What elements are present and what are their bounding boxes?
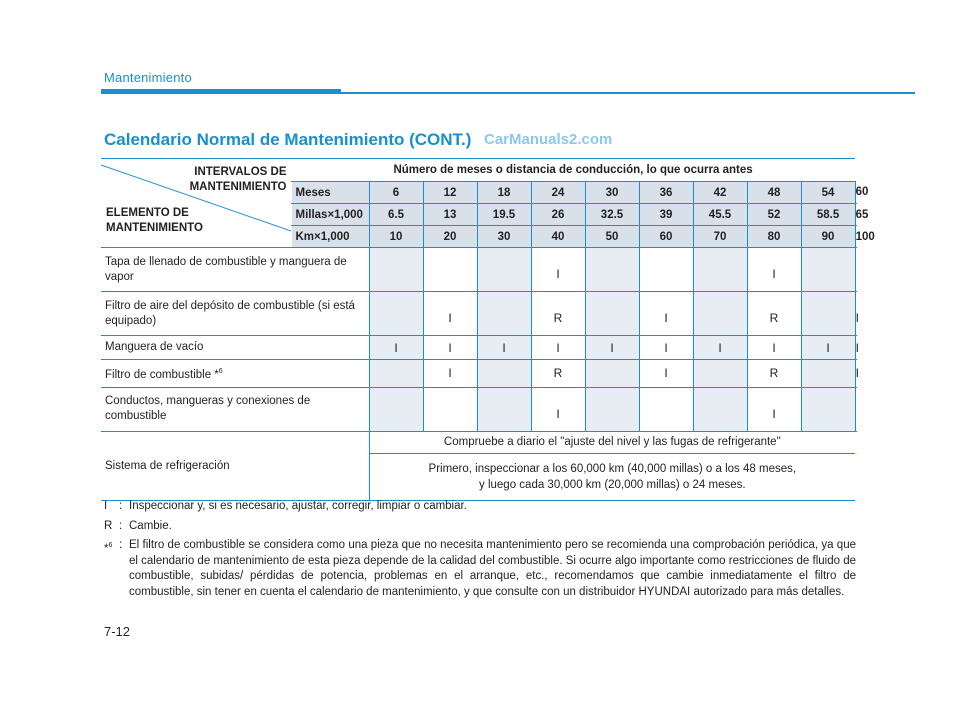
schedule-cell: [585, 387, 639, 431]
schedule-cell: [801, 292, 859, 336]
watermark: CarManuals2.com: [484, 131, 613, 148]
header-row: [101, 159, 856, 182]
schedule-cell: R: [531, 360, 585, 388]
interval-value: 36: [639, 182, 693, 204]
corner-intervals-label: INTERVALOS DE MANTENIMIENTO: [189, 166, 287, 193]
schedule-cell: [693, 387, 747, 431]
item-label-text: Manguera de vacío: [105, 341, 204, 353]
interval-label: Millas×1,000: [291, 204, 369, 226]
schedule-cell: I: [531, 248, 585, 292]
schedule-cell: I: [855, 340, 859, 355]
schedule-cell: [639, 387, 693, 431]
item-label-text: Filtro de combustible *: [105, 368, 219, 381]
item-label: [101, 336, 369, 360]
item-label-text: Tapa de llenado de combustible y manguera de vapor: [105, 255, 347, 283]
schedule-cell: [477, 360, 531, 388]
note-text: Inspeccionar y, si es necesario, ajustar, corregir, limpiar o cambiar.: [129, 500, 467, 512]
note-key: [104, 519, 119, 535]
interval-value: 39: [639, 204, 693, 226]
interval-value: 12: [423, 182, 477, 204]
note-key-text: R: [104, 519, 113, 532]
item-row: [101, 387, 856, 431]
schedule-cell: [423, 248, 477, 292]
schedule-cell: [369, 292, 423, 336]
note-key: [104, 538, 119, 600]
schedule-cell: R: [747, 292, 801, 336]
interval-value: 13: [423, 204, 477, 226]
item-row: [101, 336, 856, 360]
maintenance-schedule-table: [101, 158, 875, 501]
note-separator: :: [119, 539, 123, 551]
cooling-row: [101, 431, 856, 453]
schedule-cell: [693, 248, 747, 292]
interval-value: 32.5: [585, 204, 639, 226]
item-label: [101, 387, 369, 431]
note-key-sup: 6: [108, 542, 113, 549]
note-row: [104, 499, 856, 515]
page-title: Calendario Normal de Mantenimiento (CONT.): [104, 130, 472, 149]
cooling-daily-check: Compruebe a diario el "ajuste del nivel y las fugas de refrigerante": [369, 431, 855, 453]
notes: [104, 499, 856, 604]
item-row: [101, 292, 856, 336]
schedule-cell: [423, 387, 477, 431]
note-separator: :: [119, 500, 123, 512]
interval-label: Km×1,000: [291, 226, 369, 248]
schedule-cell: I: [477, 336, 531, 360]
schedule-cell: [801, 248, 855, 292]
schedule-cell: I: [747, 336, 801, 360]
interval-value: 20: [423, 226, 477, 248]
schedule-cell: [855, 248, 856, 292]
schedule-cell: I: [423, 292, 477, 336]
note-key: [104, 499, 119, 515]
schedule-cell: I: [585, 336, 639, 360]
schedule-cell: I: [855, 311, 859, 325]
note-row: [104, 519, 856, 535]
interval-value: 19.5: [477, 204, 531, 226]
schedule-cell: [639, 248, 693, 292]
interval-value: 18: [477, 182, 531, 204]
section-title: Mantenimiento: [104, 70, 192, 85]
interval-value: 54: [801, 182, 855, 204]
schedule-cell: [477, 387, 531, 431]
interval-value: 24: [531, 182, 585, 204]
cooling-interval-line2: y luego cada 30,000 km (20,000 millas) o 24 meses.: [479, 478, 746, 491]
schedule-cell: I: [855, 366, 859, 381]
interval-value: 45.5: [693, 204, 747, 226]
note-text: Cambie.: [129, 519, 172, 532]
interval-value: 6: [369, 182, 423, 204]
schedule-cell: [477, 248, 531, 292]
item-label-sup: 6: [218, 368, 223, 375]
interval-value: 65: [855, 208, 869, 221]
note-key-text: I: [104, 500, 108, 512]
interval-value: 100: [855, 230, 875, 243]
interval-value: 40: [531, 226, 585, 248]
schedule-cell: I: [747, 248, 801, 292]
page-number: 7-12: [104, 624, 131, 639]
interval-value: 58.5: [801, 204, 855, 226]
schedule-cell: [585, 248, 639, 292]
schedule-cell: [855, 387, 856, 431]
schedule-cell: I: [801, 336, 855, 360]
schedule-cell: I: [531, 387, 585, 431]
section-rule-thick: [101, 89, 341, 94]
interval-value: 30: [585, 182, 639, 204]
schedule-cell: I: [639, 336, 693, 360]
schedule-cell: [585, 292, 639, 336]
schedule-cell: [585, 360, 639, 388]
note-key-text: *: [104, 542, 109, 555]
schedule-cell: [693, 360, 747, 388]
item-label-text: Filtro de aire del depósito de combustible (si está equipado): [105, 299, 355, 327]
schedule-cell: I: [531, 336, 585, 360]
interval-value: 42: [693, 182, 747, 204]
interval-value: 30: [477, 226, 531, 248]
interval-label: Meses: [291, 182, 369, 204]
corner-item-label: ELEMENTO DE MANTENIMIENTO: [106, 207, 203, 234]
interval-value: 52: [747, 204, 801, 226]
schedule-cell: [801, 360, 859, 388]
interval-value: 6.5: [369, 204, 423, 226]
item-label-text: Conductos, mangueras y conexiones de combustible: [105, 395, 311, 423]
item-row: [101, 360, 856, 388]
cooling-interval: [369, 453, 855, 500]
interval-value: 10: [369, 226, 423, 248]
schedule-cell: R: [531, 292, 585, 336]
schedule-cell: I: [639, 292, 693, 336]
schedule-cell: I: [369, 336, 423, 360]
item-row: [101, 248, 856, 292]
schedule-cell: I: [639, 360, 693, 388]
schedule-cell: [693, 292, 747, 336]
schedule-cell: [801, 387, 855, 431]
schedule-cell: R: [747, 360, 801, 388]
interval-value: 60: [855, 186, 869, 199]
schedule-cell: [369, 387, 423, 431]
note-row: [104, 538, 856, 600]
interval-value: 80: [747, 226, 801, 248]
schedule-cell: I: [693, 336, 747, 360]
item-label: [101, 248, 369, 292]
cooling-label: Sistema de refrigeración: [101, 431, 369, 500]
note-text: El filtro de combustible se considera como una pieza que no necesita mantenimiento pero se recomienda una comprobación periódica, ya que el calendario de mantenimiento de esta pieza depende de la calidad del combustible. Si ocurre algo importante como restricciones de fluido de combustible, subidas/ pérdidas de potencia, problemas en el arranque, etc., recomendamos que cambie inmediatamente el filtro de combustible, sin tener en cuenta el calendario de mantenimiento, y que consulte con un distribuidor HYUNDAI autorizado para más detalles.: [129, 539, 856, 598]
cooling-interval-line1: Primero, inspeccionar a los 60,000 km (40,000 millas) o a los 48 meses,: [428, 462, 797, 475]
interval-value: 50: [585, 226, 639, 248]
schedule-cell: I: [747, 387, 801, 431]
interval-value: 60: [639, 226, 693, 248]
schedule-cell: [369, 248, 423, 292]
interval-value: 26: [531, 204, 585, 226]
schedule-cell: [369, 360, 423, 388]
header-corner: [101, 159, 291, 248]
item-label: [101, 292, 369, 336]
schedule-cell: [477, 292, 531, 336]
interval-value: 48: [747, 182, 801, 204]
item-label: [101, 360, 369, 388]
interval-value: 90: [801, 226, 855, 248]
schedule-cell: I: [423, 360, 477, 388]
schedule-cell: I: [423, 336, 477, 360]
note-separator: :: [119, 519, 123, 532]
interval-value: 70: [693, 226, 747, 248]
span-header: Número de meses o distancia de conducción, lo que ocurra antes: [291, 159, 855, 182]
section-rule-thin: [341, 92, 915, 94]
